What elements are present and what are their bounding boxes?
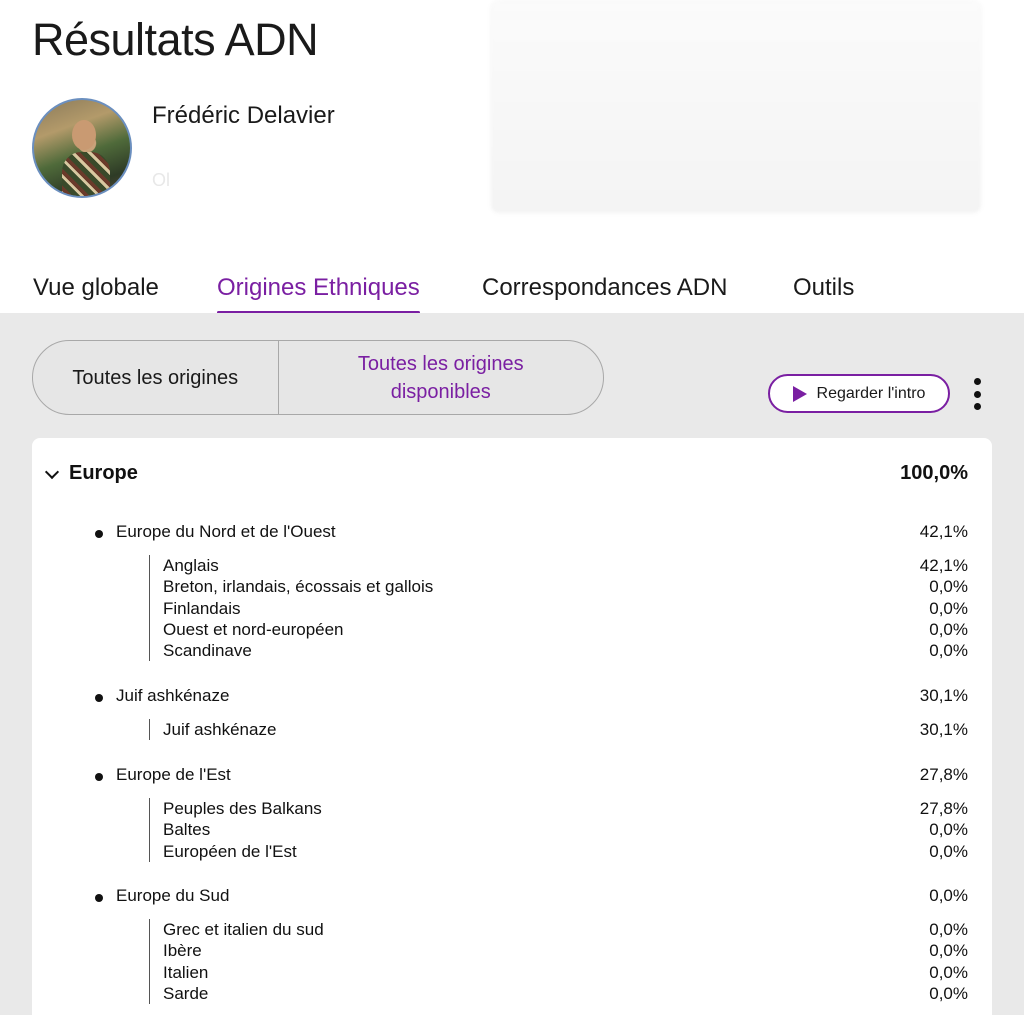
play-icon bbox=[793, 386, 807, 402]
list-item bbox=[163, 555, 992, 576]
sub-origin-percentage: 0,0% bbox=[929, 598, 968, 618]
list-item bbox=[163, 983, 992, 1004]
region-header-europe[interactable] bbox=[44, 462, 968, 490]
user-name: Frédéric Delavier bbox=[152, 102, 335, 129]
sub-origin-name: Grec et italien du sud bbox=[163, 920, 324, 939]
region-percentage: 100,0% bbox=[900, 462, 968, 484]
list-item bbox=[163, 598, 992, 619]
list-item bbox=[163, 576, 992, 597]
sub-origin-list bbox=[149, 798, 992, 862]
list-item bbox=[163, 919, 992, 940]
bullet-icon bbox=[95, 894, 103, 902]
sub-origin-percentage: 0,0% bbox=[929, 619, 968, 639]
sub-origin-percentage: 0,0% bbox=[929, 820, 968, 840]
sub-origin-list bbox=[149, 555, 992, 661]
sub-origin-name: Anglais bbox=[163, 556, 219, 575]
group-name: Juif ashkénaze bbox=[116, 686, 230, 705]
group-percentage: 0,0% bbox=[929, 886, 968, 905]
page-title: Résultats ADN bbox=[32, 14, 319, 65]
watch-intro-label: Regarder l'intro bbox=[816, 384, 926, 402]
all-origins-option[interactable]: Toutes les origines bbox=[33, 341, 279, 414]
sub-origin-name: Sarde bbox=[163, 983, 209, 1003]
origins-segmented-control bbox=[32, 340, 604, 415]
bullet-icon bbox=[95, 530, 103, 538]
list-item bbox=[163, 640, 992, 661]
sub-origin-percentage: 27,8% bbox=[919, 799, 968, 818]
bullet-icon bbox=[95, 694, 103, 702]
group-name: Europe de l'Est bbox=[116, 765, 231, 784]
blurred-panel bbox=[492, 2, 980, 212]
list-item bbox=[163, 798, 992, 819]
sub-origin-percentage: 0,0% bbox=[929, 941, 968, 961]
sub-origin-percentage: 42,1% bbox=[919, 556, 968, 575]
avatar-head bbox=[72, 120, 96, 150]
sub-origin-name: Breton, irlandais, écossais et gallois bbox=[163, 577, 434, 597]
group-percentage: 42,1% bbox=[919, 522, 968, 541]
sub-origin-percentage: 30,1% bbox=[919, 720, 968, 739]
chevron-down-icon[interactable] bbox=[45, 465, 59, 479]
tab-bar bbox=[0, 270, 1024, 313]
avatar[interactable] bbox=[32, 98, 132, 198]
sub-origin-name: Ouest et nord-européen bbox=[163, 619, 344, 639]
sub-origin-name: Peuples des Balkans bbox=[163, 799, 322, 818]
sub-origin-name: Ibère bbox=[163, 941, 202, 961]
group-name: Europe du Sud bbox=[116, 886, 230, 905]
sub-origin-name: Juif ashkénaze bbox=[163, 720, 277, 739]
tab-correspondances-adn[interactable]: Correspondances ADN bbox=[482, 274, 728, 301]
list-item bbox=[163, 819, 992, 840]
sub-origin-percentage: 0,0% bbox=[929, 962, 968, 982]
group-percentage: 30,1% bbox=[919, 686, 968, 705]
list-item bbox=[163, 940, 992, 961]
watch-intro-button[interactable] bbox=[768, 374, 950, 413]
tab-outils[interactable]: Outils bbox=[793, 274, 855, 301]
sub-origin-name: Finlandais bbox=[163, 598, 241, 618]
user-subtitle: Ol bbox=[152, 170, 170, 190]
sub-origin-list bbox=[149, 719, 992, 740]
sub-origin-name: Scandinave bbox=[163, 641, 252, 661]
sub-origin-name: Baltes bbox=[163, 820, 211, 840]
origin-group bbox=[32, 686, 992, 740]
list-item bbox=[163, 962, 992, 983]
origin-group bbox=[32, 886, 992, 1004]
list-item bbox=[163, 719, 992, 740]
sub-origin-percentage: 0,0% bbox=[929, 920, 968, 939]
origin-group bbox=[32, 765, 992, 862]
origins-card bbox=[32, 438, 992, 1015]
list-item bbox=[163, 619, 992, 640]
sub-origin-name: Italien bbox=[163, 962, 209, 982]
bullet-icon bbox=[95, 773, 103, 781]
region-name: Europe bbox=[69, 462, 138, 484]
group-name: Europe du Nord et de l'Ouest bbox=[116, 522, 336, 541]
sub-origin-name: Européen de l'Est bbox=[163, 841, 297, 861]
sub-origin-percentage: 0,0% bbox=[929, 983, 968, 1003]
sub-origin-percentage: 0,0% bbox=[929, 577, 968, 597]
tab-origines-ethniques[interactable]: Origines Ethniques bbox=[217, 274, 420, 301]
group-percentage: 27,8% bbox=[919, 765, 968, 784]
all-available-origins-option[interactable]: Toutes les origines disponibles bbox=[357, 352, 524, 403]
sub-origin-list bbox=[149, 919, 992, 1004]
sub-origin-percentage: 0,0% bbox=[929, 841, 968, 861]
list-item bbox=[163, 841, 992, 862]
sub-origin-percentage: 0,0% bbox=[929, 641, 968, 661]
more-options-icon[interactable] bbox=[970, 378, 984, 410]
avatar-shirt bbox=[62, 152, 110, 198]
origin-group bbox=[32, 522, 992, 661]
tab-vue-globale[interactable]: Vue globale bbox=[33, 274, 159, 301]
